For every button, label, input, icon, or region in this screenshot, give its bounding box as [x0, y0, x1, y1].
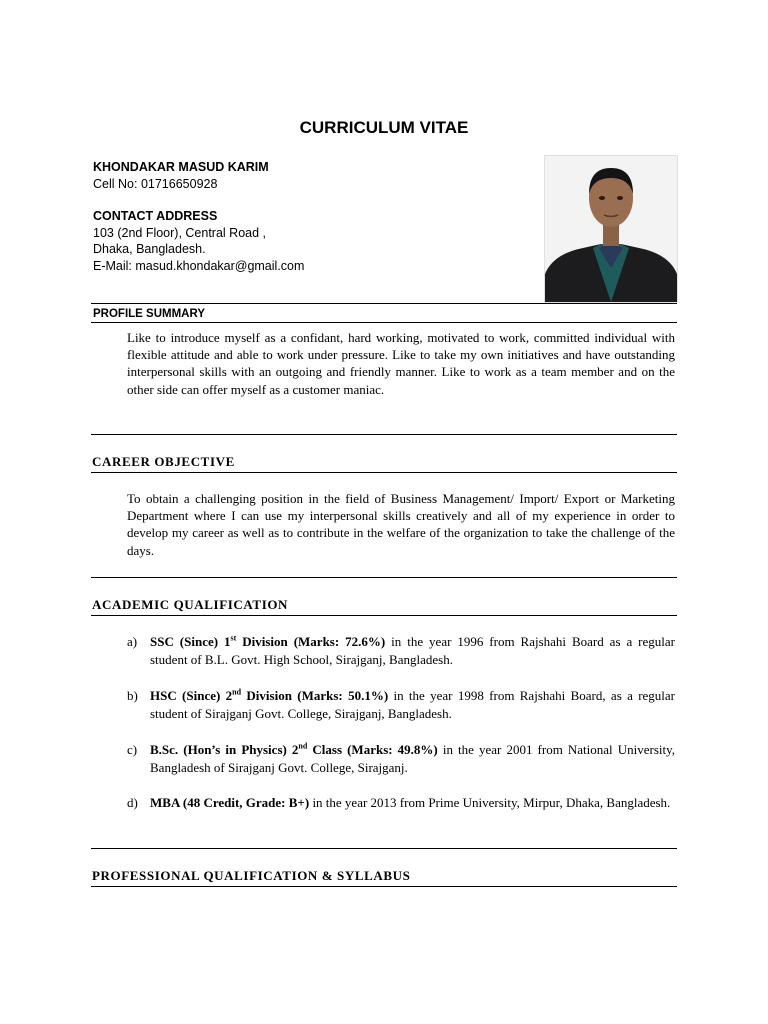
- document-title: CURRICULUM VITAE: [299, 118, 469, 137]
- academic-item: [127, 794, 675, 812]
- academic-item-label: b): [127, 688, 138, 703]
- cell-line: [93, 176, 304, 193]
- academic-item-title: B.Sc. (Hon’s in Physics) 2: [150, 742, 299, 757]
- email-label: E-Mail:: [93, 258, 132, 273]
- profile-summary-heading: PROFILE SUMMARY: [93, 308, 206, 320]
- academic-item-label: d): [127, 795, 138, 810]
- ordinal-suffix: nd: [298, 741, 308, 751]
- academic-item-detail: in the year 2001 from National University, Bangladesh of Sirajganj Govt. College, Sirajganj.: [150, 742, 676, 775]
- divider-academic-top: [91, 577, 677, 578]
- divider-professional-top: [91, 848, 677, 849]
- ordinal-suffix: st: [230, 633, 237, 643]
- profile-summary-text: Like to introduce myself as a confidant, hard working, motivated to work, committed individual with flexible attitude and able to work under pressure. Like to take my own initiatives and have outstanding interpersonal skills with an outgoing and friendly manner. Like to work as a team member and on the other side can offer myself as a customer maniac.: [127, 330, 675, 397]
- divider-professional: [91, 886, 677, 887]
- academic-item-detail: in the year 2013 from Prime University, Mirpur, Dhaka, Bangladesh.: [309, 795, 671, 810]
- academic-item-detail: in the year 1998 from Rajshahi Board, as a regular student of Sirajganj Govt. College, Sirajganj, Bangladesh.: [150, 688, 676, 721]
- person-portrait-icon: [545, 156, 677, 302]
- career-objective-heading: CAREER OBJECTIVE: [92, 454, 235, 469]
- divider-career: [91, 472, 677, 473]
- email-line: [93, 258, 304, 275]
- academic-item-result: Class (Marks: 49.8%): [307, 742, 438, 757]
- contact-heading: CONTACT ADDRESS: [93, 209, 218, 223]
- academic-item-detail: in the year 1996 from Rajshahi Board as a regular student of B.L. Govt. High School, Sirajganj, Bangladesh.: [150, 634, 675, 667]
- academic-item-label: c): [127, 742, 138, 757]
- cell-value: 01716650928: [140, 176, 218, 191]
- profile-photo: [544, 155, 678, 303]
- career-objective-text: To obtain a challenging position in the field of Business Management/ Import/ Export or Marketing Department where I can use my interpersonal skills creatively and all of my experience in order to develop my career as well as to contribute in the welfare of the organization to take the challenge of the days.: [127, 491, 675, 558]
- academic-item-title: SSC (Since) 1: [150, 634, 231, 649]
- divider-career-top: [91, 434, 677, 435]
- contact-header: [93, 159, 304, 274]
- candidate-name: KHONDAKAR MASUD KARIM: [93, 160, 269, 174]
- academic-item-label: a): [127, 634, 138, 649]
- divider-profile: [91, 322, 677, 323]
- address-line-2: Dhaka, Bangladesh.: [93, 242, 206, 256]
- professional-heading: PROFESSIONAL QUALIFICATION & SYLLABUS: [92, 868, 411, 883]
- academic-item-title: HSC (Since) 2: [150, 688, 233, 703]
- ordinal-suffix: nd: [232, 687, 242, 697]
- divider-academic: [91, 615, 677, 616]
- academic-item-title: MBA (48 Credit, Grade: B+): [150, 795, 310, 810]
- email-value: masud.khondakar@gmail.com: [135, 258, 305, 273]
- academic-heading: ACADEMIC QUALIFICATION: [92, 597, 289, 612]
- academic-item: [127, 687, 675, 723]
- divider-top: [91, 303, 677, 304]
- academic-item-result: Division (Marks: 50.1%): [241, 688, 389, 703]
- address-line-1: 103 (2nd Floor), Central Road ,: [93, 225, 267, 240]
- academic-item: [127, 741, 675, 777]
- cell-label: Cell No:: [93, 176, 138, 191]
- academic-item-result: Division (Marks: 72.6%): [236, 634, 386, 649]
- academic-item: [127, 633, 675, 669]
